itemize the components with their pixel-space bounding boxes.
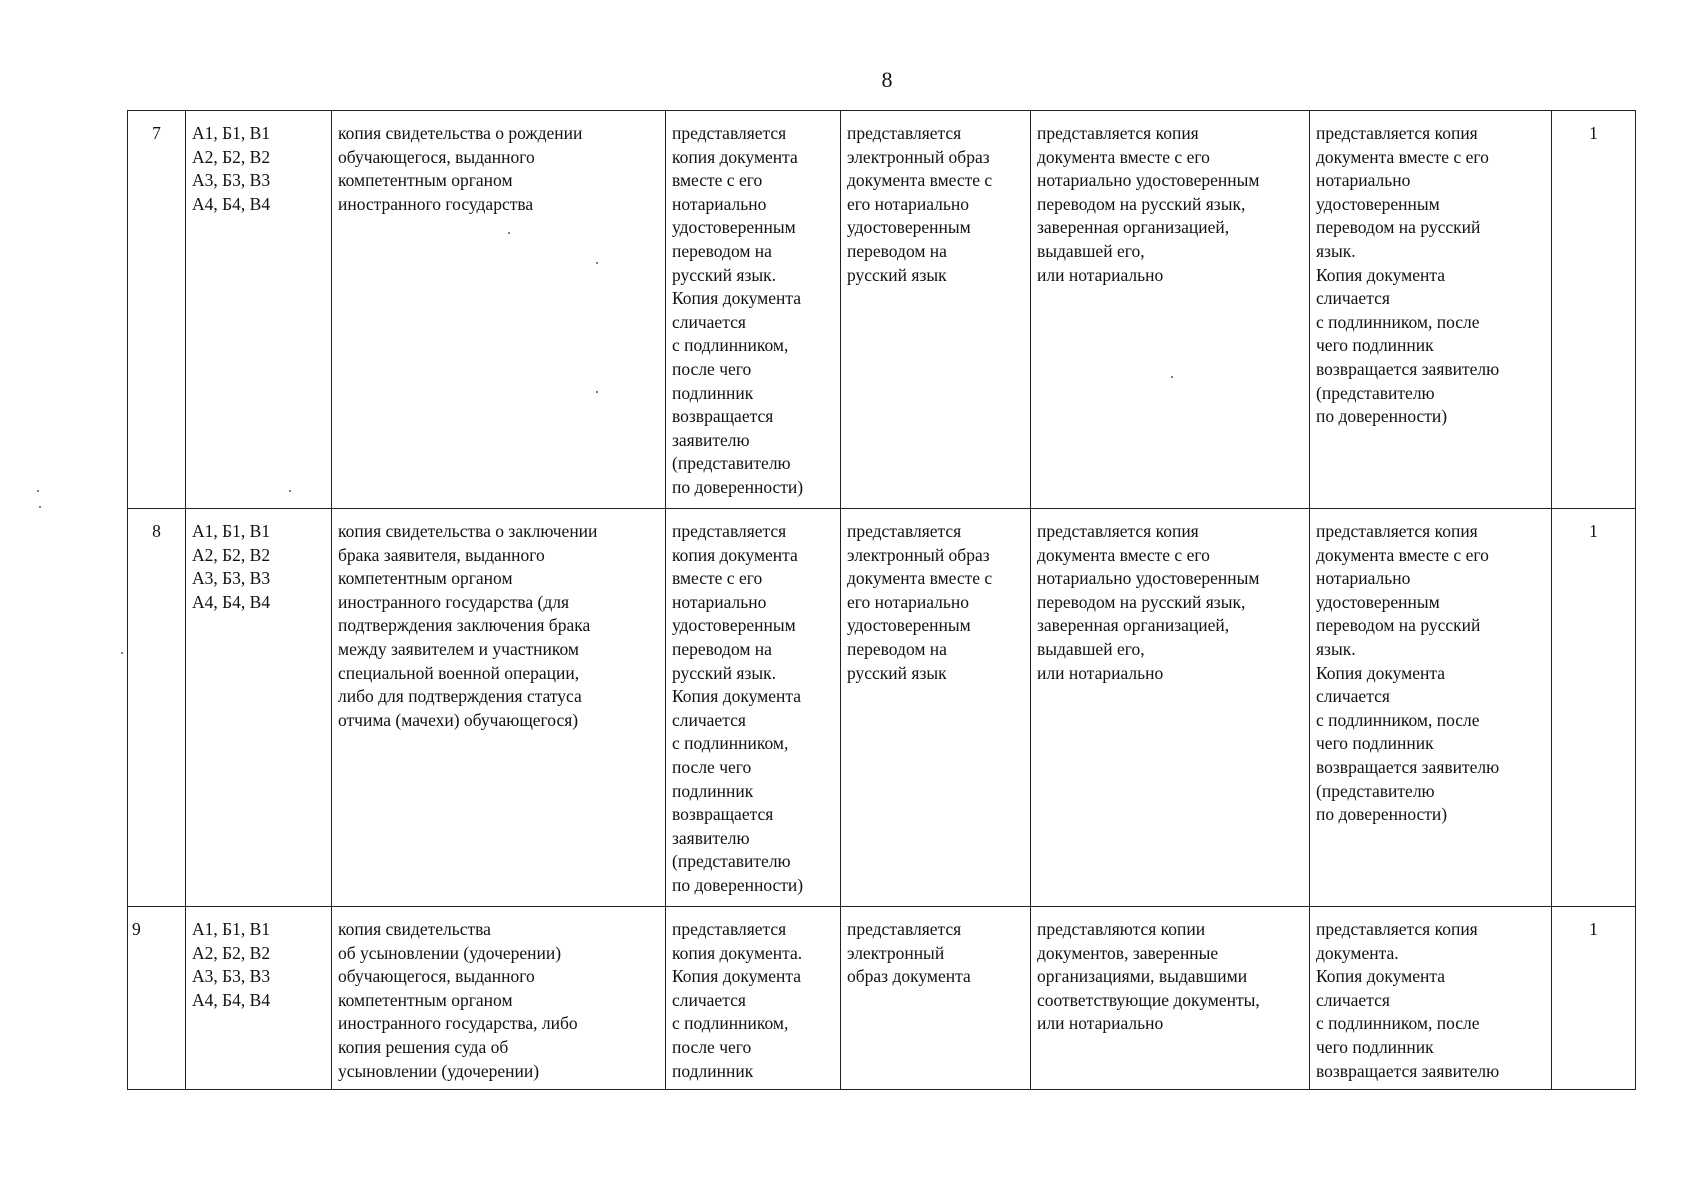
cell-text-line: удостоверенным — [847, 217, 971, 238]
cell-text-line: сличается — [1316, 686, 1390, 707]
cell-text-line: нотариально удостоверенным — [1037, 170, 1260, 191]
cell-text-line: переводом на русский язык, — [1037, 591, 1246, 612]
postal-submission-cell — [1031, 509, 1310, 907]
cell-text-line: нотариально — [1316, 568, 1411, 589]
cell-text-line: обучающегося, выданного — [338, 146, 535, 167]
cell-text-line: копия свидетельства о заключении — [338, 521, 598, 541]
cell-text-line: с подлинником, — [672, 733, 789, 754]
cell-text-line: заявителю — [672, 429, 750, 450]
cell-text-line: документа вместе с его — [1316, 544, 1489, 565]
cell-text-line: подлинник — [672, 780, 754, 801]
cell-text-line: русский язык — [847, 662, 947, 683]
cell-text-line: нотариально удостоверенным — [1037, 568, 1260, 589]
personal-submission-cell — [666, 111, 841, 509]
cell-text-line: А4, Б4, В4 — [192, 591, 271, 612]
cell-text-line: возвращается — [672, 804, 774, 825]
cell-text-line: компетентным органом — [338, 170, 513, 191]
cell-text-line: переводом на русский — [1316, 217, 1481, 238]
document-name-cell — [332, 907, 666, 1090]
scan-speck — [596, 262, 598, 264]
requirements-table — [127, 110, 1636, 1090]
cell-text-line: нотариально — [1316, 170, 1411, 191]
cell-text-line: по доверенности) — [672, 874, 804, 895]
table-row — [128, 111, 1636, 509]
cell-text-line: Копия документа — [1316, 966, 1445, 987]
cell-text-line: документа вместе с — [847, 170, 993, 191]
cell-text-line: переводом на — [672, 638, 772, 659]
document-name-cell — [332, 111, 666, 509]
cell-text-line: документа вместе с — [847, 568, 993, 589]
table-body — [128, 111, 1636, 1090]
cell-text-line: возвращается заявителю — [1316, 756, 1500, 777]
cell-text-line: электронный образ — [847, 544, 990, 565]
cell-text-line: компетентным органом — [338, 568, 513, 589]
cell-text-line: Копия документа — [1316, 264, 1445, 285]
cell-text-line: представляется копия — [1037, 123, 1199, 143]
cell-text-line: вместе с его — [672, 568, 763, 589]
cell-text-line: об усыновлении (удочерении) — [338, 942, 562, 963]
cell-text-line: с подлинником, после — [1316, 311, 1480, 332]
cell-text-line: А1, Б1, В1 — [192, 123, 271, 143]
cell-text-line: чего подлинник — [1316, 733, 1434, 754]
cell-text-line: выдавшей его, — [1037, 240, 1145, 261]
cell-text-line: русский язык. — [672, 264, 777, 285]
cell-text-line: А2, Б2, В2 — [192, 544, 271, 565]
cell-text-line: заверенная организацией, — [1037, 217, 1230, 238]
electronic-submission-cell — [841, 509, 1031, 907]
cell-text-line: представляется — [672, 123, 787, 143]
cell-text-line: нотариально — [672, 591, 767, 612]
cell-text-line: представляется — [847, 123, 962, 143]
scan-speck — [39, 506, 41, 508]
cell-text-line: его нотариально — [847, 193, 970, 214]
cell-text-line: копия документа — [672, 544, 798, 565]
cell-text-line: Копия документа — [672, 686, 801, 707]
cell-text-line: (представителю — [1316, 382, 1435, 403]
cell-text-line: отчима (мачехи) обучающегося) — [338, 709, 579, 730]
cell-text-line: (представителю — [672, 453, 791, 474]
scan-speck — [37, 490, 39, 492]
cell-text-line: нотариально — [672, 193, 767, 214]
cell-text-line: (представителю — [1316, 780, 1435, 801]
copies-count-cell: 1 — [1552, 509, 1636, 907]
postal-submission-cell — [1031, 111, 1310, 509]
cell-text-line: его нотариально — [847, 591, 970, 612]
cell-text-line: с подлинником, после — [1316, 1013, 1480, 1034]
cell-text-line: удостоверенным — [672, 615, 796, 636]
cell-text-line: сличается — [672, 311, 746, 332]
cell-text-line: А4, Б4, В4 — [192, 989, 271, 1010]
cell-text-line: чего подлинник — [1316, 335, 1434, 356]
cell-text-line: подлинник — [672, 382, 754, 403]
cell-text-line: переводом на — [847, 638, 947, 659]
cell-text-line: переводом на — [847, 240, 947, 261]
cell-text-line: копия свидетельства о рождении — [338, 123, 583, 143]
cell-text-line: копия решения суда об — [338, 1036, 509, 1057]
cell-text-line: иностранного государства (для — [338, 591, 570, 612]
cell-text-line: А3, Б3, В3 — [192, 568, 271, 589]
cell-text-line: организациями, выдавшими — [1037, 966, 1248, 987]
electronic-submission-cell — [841, 907, 1031, 1090]
representative-submission-cell — [1310, 111, 1552, 509]
cell-text-line: сличается — [672, 989, 746, 1010]
cell-text-line: язык. — [1316, 240, 1356, 261]
cell-text-line: обучающегося, выданного — [338, 966, 535, 987]
scan-speck — [596, 391, 598, 393]
cell-text-line: язык. — [1316, 638, 1356, 659]
postal-submission-cell — [1031, 907, 1310, 1090]
cell-text-line: удостоверенным — [672, 217, 796, 238]
cell-text-line: представляется — [672, 919, 787, 939]
scan-speck — [121, 652, 123, 654]
cell-text-line: удостоверенным — [1316, 193, 1440, 214]
cell-text-line: русский язык. — [672, 662, 777, 683]
representative-submission-cell — [1310, 509, 1552, 907]
cell-text-line: выдавшей его, — [1037, 638, 1145, 659]
cell-text-line: чего подлинник — [1316, 1036, 1434, 1057]
cell-text-line: компетентным органом — [338, 989, 513, 1010]
cell-text-line: сличается — [672, 709, 746, 730]
cell-text-line: документа. — [1316, 942, 1399, 963]
representative-submission-cell — [1310, 907, 1552, 1090]
cell-text-line: представляется — [672, 521, 787, 541]
cell-text-line: соответствующие документы, — [1037, 989, 1260, 1010]
cell-text-line: А2, Б2, В2 — [192, 942, 271, 963]
cell-text-line: А3, Б3, В3 — [192, 170, 271, 191]
cell-text-line: заявителю — [672, 827, 750, 848]
cell-text-line: брака заявителя, выданного — [338, 544, 545, 565]
cell-text-line: иностранного государства — [338, 193, 534, 214]
cell-text-line: с подлинником, после — [1316, 709, 1480, 730]
cell-text-line: А4, Б4, В4 — [192, 193, 271, 214]
cell-text-line: копия документа — [672, 146, 798, 167]
cell-text-line: по доверенности) — [1316, 804, 1448, 825]
cell-text-line: образ документа — [847, 966, 971, 987]
cell-text-line: или нотариально — [1037, 264, 1164, 285]
cell-text-line: переводом на русский язык, — [1037, 193, 1246, 214]
cell-text-line: представляются копии — [1037, 919, 1206, 939]
cell-text-line: копия свидетельства — [338, 919, 491, 939]
cell-text-line: Копия документа — [672, 966, 801, 987]
row-number-cell: 7 — [128, 111, 186, 509]
cell-text-line: иностранного государства, либо — [338, 1013, 578, 1034]
cell-text-line: документов, заверенные — [1037, 942, 1219, 963]
cell-text-line: представляется копия — [1037, 521, 1199, 541]
row-number-cell: 9 — [128, 907, 186, 1090]
cell-text-line: представляется копия — [1316, 919, 1478, 939]
cell-text-line: документа вместе с его — [1037, 146, 1210, 167]
cell-text-line: сличается — [1316, 288, 1390, 309]
cell-text-line: Копия документа — [1316, 662, 1445, 683]
cell-text-line: А3, Б3, В3 — [192, 966, 271, 987]
cell-text-line: усыновлении (удочерении) — [338, 1060, 540, 1081]
copies-count-cell: 1 — [1552, 111, 1636, 509]
cell-text-line: А1, Б1, В1 — [192, 521, 271, 541]
scan-speck — [289, 490, 291, 492]
category-codes-cell — [186, 111, 332, 509]
cell-text-line: подтверждения заключения брака — [338, 615, 591, 636]
cell-text-line: представляется — [847, 919, 962, 939]
cell-text-line: А2, Б2, В2 — [192, 146, 271, 167]
scan-speck — [1171, 376, 1173, 378]
cell-text-line: сличается — [1316, 989, 1390, 1010]
cell-text-line: после чего — [672, 358, 752, 379]
cell-text-line: либо для подтверждения статуса — [338, 686, 582, 707]
cell-text-line: представляется копия — [1316, 521, 1478, 541]
cell-text-line: русский язык — [847, 264, 947, 285]
cell-text-line: после чего — [672, 1036, 752, 1057]
cell-text-line: вместе с его — [672, 170, 763, 191]
cell-text-line: электронный — [847, 942, 945, 963]
table-row — [128, 509, 1636, 907]
page-number: 8 — [881, 67, 893, 92]
cell-text-line: представляется — [847, 521, 962, 541]
cell-text-line: или нотариально — [1037, 662, 1164, 683]
electronic-submission-cell — [841, 111, 1031, 509]
table-row — [128, 907, 1636, 1090]
cell-text-line: по доверенности) — [672, 476, 804, 497]
cell-text-line: документа вместе с его — [1316, 146, 1489, 167]
cell-text-line: возвращается заявителю — [1316, 1060, 1500, 1081]
category-codes-cell — [186, 907, 332, 1090]
cell-text-line: удостоверенным — [1316, 591, 1440, 612]
cell-text-line: электронный образ — [847, 146, 990, 167]
cell-text-line: специальной военной операции, — [338, 662, 580, 683]
cell-text-line: возвращается — [672, 406, 774, 427]
cell-text-line: между заявителем и участником — [338, 638, 579, 659]
cell-text-line: заверенная организацией, — [1037, 615, 1230, 636]
cell-text-line: подлинник — [672, 1060, 754, 1081]
cell-text-line: представляется копия — [1316, 123, 1478, 143]
cell-text-line: с подлинником, — [672, 335, 789, 356]
cell-text-line: (представителю — [672, 851, 791, 872]
copies-count-cell: 1 — [1552, 907, 1636, 1090]
cell-text-line: после чего — [672, 756, 752, 777]
cell-text-line: переводом на русский — [1316, 615, 1481, 636]
cell-text-line: по доверенности) — [1316, 406, 1448, 427]
personal-submission-cell — [666, 509, 841, 907]
cell-text-line: или нотариально — [1037, 1013, 1164, 1034]
scan-speck — [508, 232, 510, 234]
cell-text-line: удостоверенным — [847, 615, 971, 636]
cell-text-line: копия документа. — [672, 942, 803, 963]
document-name-cell — [332, 509, 666, 907]
personal-submission-cell — [666, 907, 841, 1090]
cell-text-line: документа вместе с его — [1037, 544, 1210, 565]
cell-text-line: с подлинником, — [672, 1013, 789, 1034]
category-codes-cell — [186, 509, 332, 907]
cell-text-line: переводом на — [672, 240, 772, 261]
cell-text-line: возвращается заявителю — [1316, 358, 1500, 379]
row-number-cell: 8 — [128, 509, 186, 907]
cell-text-line: Копия документа — [672, 288, 801, 309]
cell-text-line: А1, Б1, В1 — [192, 919, 271, 939]
